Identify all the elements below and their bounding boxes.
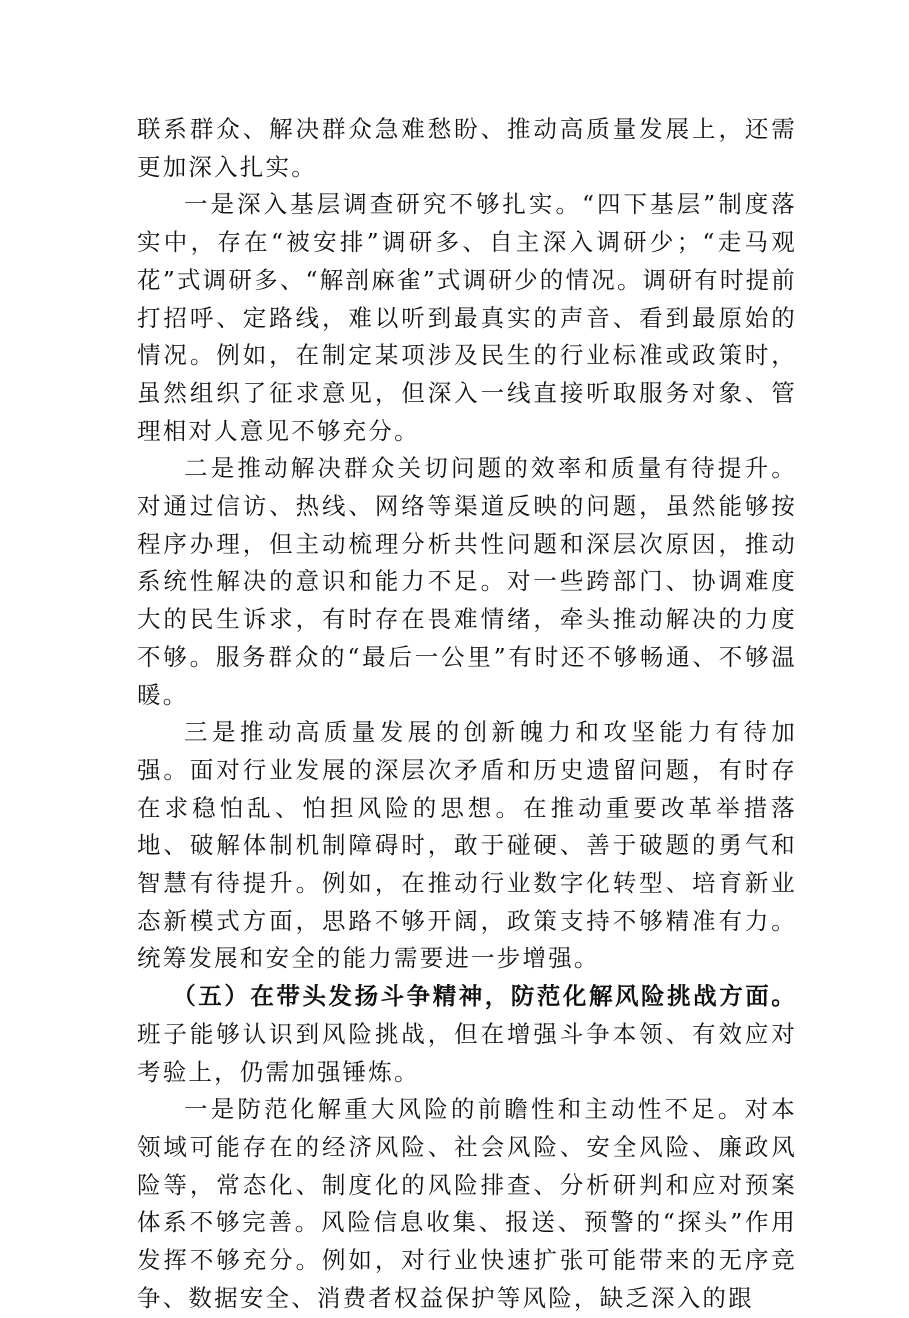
paragraph-public-concerns: 二是推动解决群众关切问题的效率和质量有待提升。对通过信访、热线、网络等渠道反映的问题，虽然能够按程序办理，但主动梳理分析共性问题和深层次原因，推动系统性解决的意识和能力不足。对一些跨部门、协调难度大的民生诉求，有时存在畏难情绪，牵头推动解决的力度不够。服务群众的“最后一公里”有时还不够畅通、不够温暖。	[137, 454, 797, 709]
paragraph-innovation: 三是推动高质量发展的创新魄力和攻坚能力有待加强。面对行业发展的深层次矛盾和历史遗留问题，有时存在求稳怕乱、怕担风险的思想。在推动重要改革举措落地、破解体制机制障碍时，敢于碰硬、善于破题的勇气和智慧有待提升。例如，在推动行业数字化转型、培育新业态新模式方面，思路不够开阔，政策支持不够精准有力。统筹发展和安全的能力需要进一步增强。	[137, 718, 797, 973]
section-heading-text: 班子能够认识到风险挑战，但在增强斗争本领、有效应对考验上，仍需加强锤炼。	[137, 1019, 797, 1086]
paragraph-risk-prevention: 一是防范化解重大风险的前瞻性和主动性不足。对本领域可能存在的经济风险、社会风险、安全风险、廉政风险等，常态化、制度化的风险排查、分析研判和应对预案体系不够完善。风险信息收集、报送、预警的“探头”作用发挥不够充分。例如，对行业快速扩张可能带来的无序竞争、数据安全、消费者权益保护等风险，缺乏深入的跟	[137, 1095, 797, 1312]
section-heading-title: （五）在带头发扬斗争精神，防范化解风险挑战方面。	[172, 982, 797, 1011]
paragraph-research: 一是深入基层调查研究不够扎实。“四下基层”制度落实中，存在“被安排”调研多、自主深入调研少；“走马观花”式调研多、“解剖麻雀”式调研少的情况。调研有时提前打招呼、定路线，难以听到最真实的声音、看到最原始的情况。例如，在制定某项涉及民生的行业标准或政策时，虽然组织了征求意见，但深入一线直接听取服务对象、管理相对人意见不够充分。	[137, 190, 797, 445]
document-body	[137, 111, 797, 1318]
paragraph-continuation: 联系群众、解决群众急难愁盼、推动高质量发展上，还需更加深入扎实。	[137, 115, 797, 181]
section-heading-five	[137, 978, 797, 1091]
